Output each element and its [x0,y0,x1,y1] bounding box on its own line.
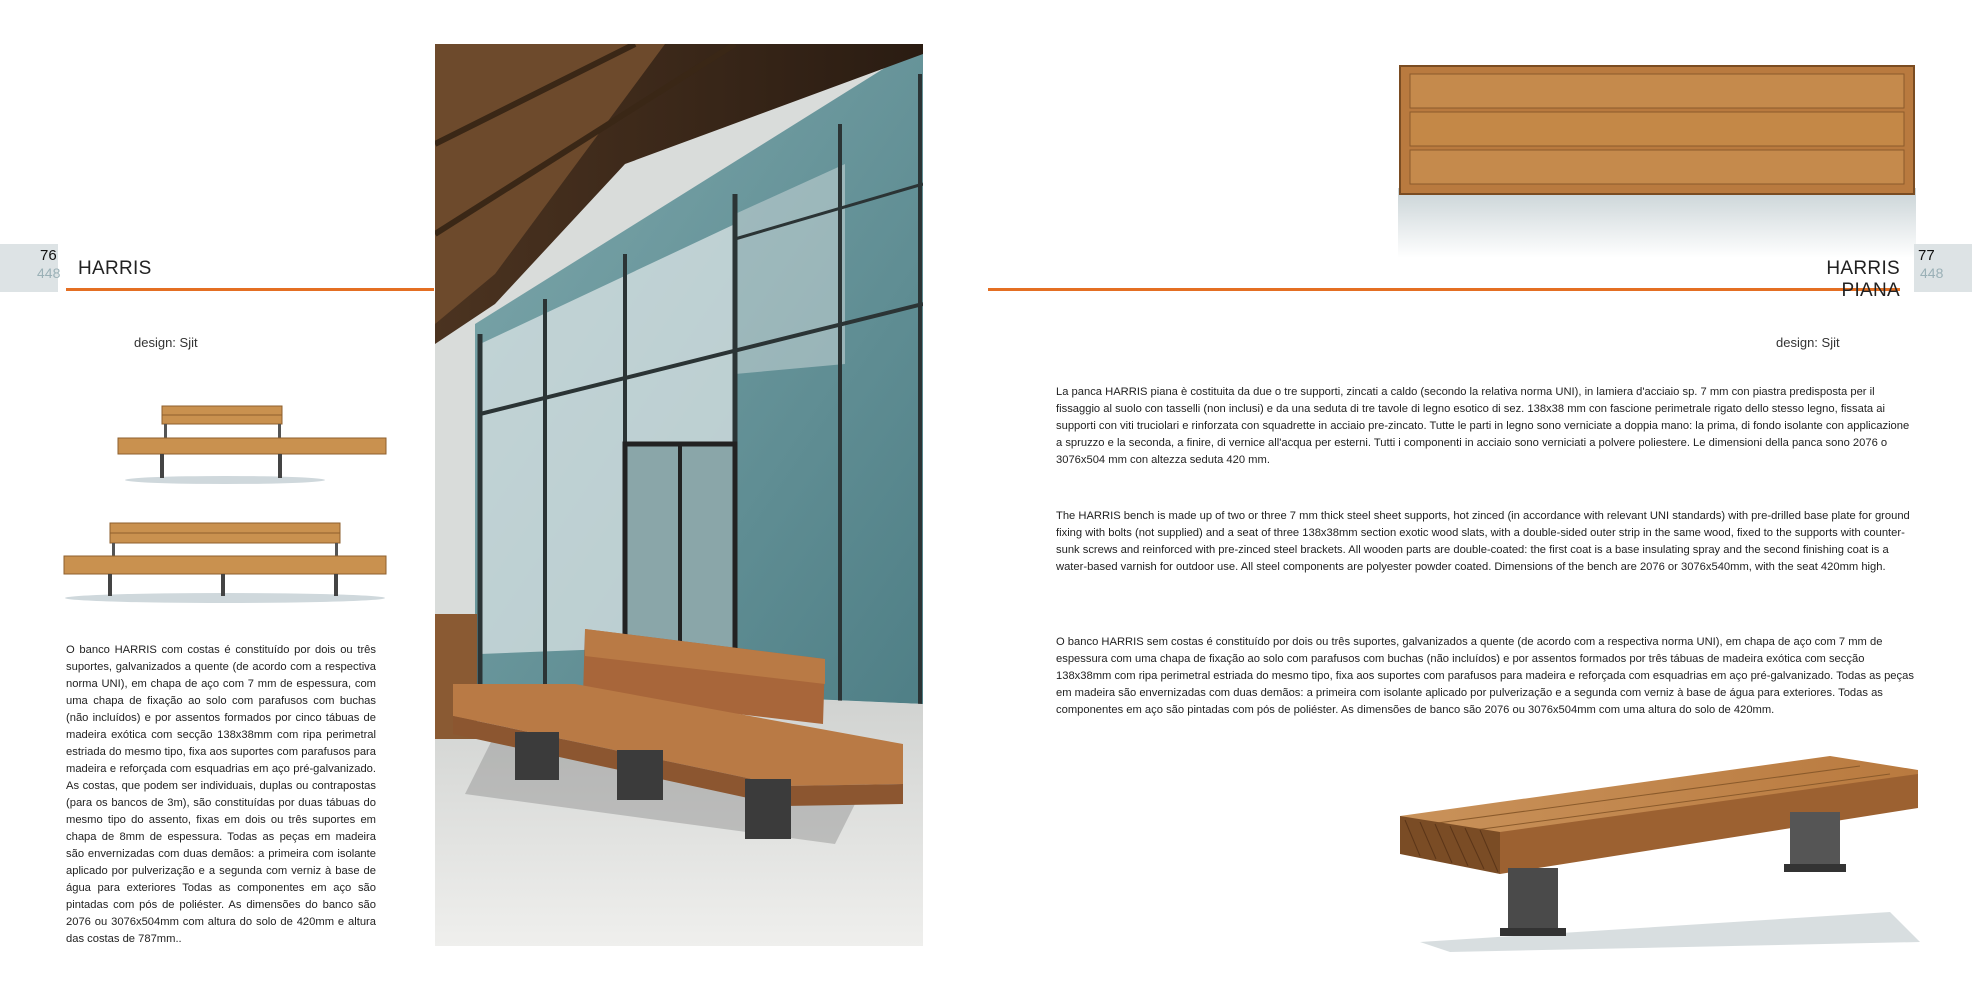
page-tab-left [0,244,61,292]
description-en: The HARRIS bench is made up of two or three 7 mm thick steel sheet supports, hot zinced (in accordance with relevant UNI standards) with pre-drilled base plate for ground fixing with bolts (not supplied) and a seat of three 138x38mm section exotic wood slats, with a double-sided outer strip in the same wood, fixed to the supports with counter-sunk screws and reinforced with pre-zinced steel brackets. All wooden parts are double-coated: the first coat is a base insulating spray and the second finishing coat is a water-based varnish for outdoor use. All steel components are polyester powder coated. Dimensions of the bench are 2076 or 3076x540mm, with the seat 420mm high. [1056,510,1910,573]
title-rule-right [988,288,1900,291]
designer-credit: design: Sjit [134,335,198,350]
page-tab-right [1914,244,1972,292]
page-title-right: HARRIS PIANA [1826,258,1900,301]
title-rule [66,288,434,291]
description-pt: O banco HARRIS com costas é constituído por dois ou três suportes, galvanizados a quente (de acordo com a respectiva norma UNI), em chapa de aço com 7 mm de espessura, com uma chapa de fixação ao solo com parafusos com buchas (não incluídos) e por assentos formados por cinco tábuas de madeira exótica com secção 138x38mm com ripa perimetral estriada do mesmo tipo, fixa aos suportes com parafusos para madeira e reforçada com esquadrias em aço pré-galvanizado. As costas, que podem ser individuais, duplas ou contrapostas (para os bancos de 3m), são constituídas por duas tábuas do mesmo tipo do assento, fixas em dois ou três suportes em chapa de 8mm de espessura. Todas as peças em madeira são envernizadas com duas demãos: a primeira com isolante aplicado por pulverização e a segunda com verniz à base de água para exteriores Todas as componentes em aço são pintadas com pós de poliéster. As dimensões do banco são 2076 ou 3076x504mm com altura do solo de 420mm e altura das costas de 787mm.. [66,644,376,945]
page-number-right: 77 [1918,247,1935,264]
page-title: HARRIS [78,258,152,279]
designer-credit-right: design: Sjit [1776,335,1840,350]
description-it: La panca HARRIS piana è costituita da due o tre supporti, zincati a caldo (secondo la relativa norma UNI), in lamiera d'acciaio sp. 7 mm con piastra predisposta per il fissaggio al suolo con tasselli (non inclusi) e da una seduta di tre tavole di legno esotico di sez. 138x38 mm con fascione perimetrale rigato dello stesso legno, fissata ai supporti con viti truciolari e rinforzata con squadrette in acciaio pre-zincato. Tutte le parti in legno sono verniciate a doppia mano: la prima, di fondo isolante con applicazione a spruzzo e la seconda, a finire, di vernice all'acqua per esterni. Tutti i componenti in acciaio sono verniciati a polvere poliestere. Le dimensioni della panca sono 2076 o 3076x504 mm con altezza seduta 420 mm. [1056,386,1910,466]
page-sub-number: 448 [37,265,61,281]
page-number: 76 [40,247,57,264]
bench-top-view-photo [1398,28,1916,258]
bench-piana-photo [1390,752,1930,952]
bench-illustrations [60,390,390,620]
description-pt-right: O banco HARRIS sem costas é constituído por dois ou três suportes, galvanizados a quente (de acordo com a respectiva norma UNI), em chapa de aço com 7 mm de espessura com uma chapa de fixação ao solo com parafusos com buchas (não incluídos) e por assentos formados por três tábuas de madeira exótica com secção 138x38mm com ripa perimetral estriada do mesmo tipo, fixa aos suportes com parafusos para madeira e reforçada com esquadrias em aço pré-galvanizado. Todas as peças em madeira são envernizadas com duas demãos: a primeira com isolante aplicado por pulverização e a segunda com verniz à base de água para exteriores. Todas as componentes em aço são pintadas com pós de poliéster. As dimensões de banco são 2076 ou 3076x504mm com uma altura do solo de 420mm. [1056,636,1914,716]
page-sub-number-right: 448 [1920,265,1944,281]
installation-photo [435,44,923,946]
